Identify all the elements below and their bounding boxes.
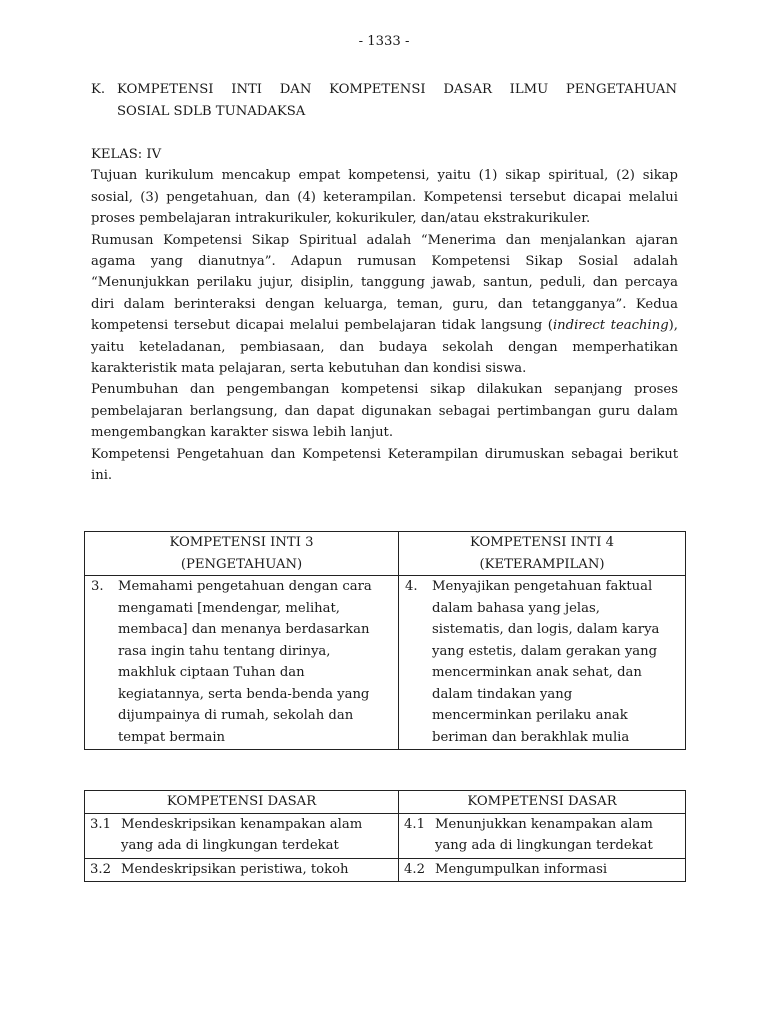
table-row xyxy=(85,576,686,750)
class-label: KELAS: IV xyxy=(91,147,162,162)
kd-4-1-number: 4.1 xyxy=(404,816,425,832)
kd-4-2-cell xyxy=(399,858,686,882)
kd-3-1-text: Mendeskripsikan kenampakan alam yang ada di lingkungan terdekat xyxy=(121,816,363,853)
ki4-text: Menyajikan pengetahuan faktual dalam bahasa yang jelas, sistematis, dan logis, dalam karya yang estetis, dalam gerakan yang mencerminkan anak sehat, dan dalam tindakan yang mencerminkan perilaku anak beriman dan berakhlak mulia xyxy=(432,579,660,745)
kd-3-2-text: Mendeskripsikan peristiwa, tokoh xyxy=(121,861,349,877)
section-title-line-2: SOSIAL SDLB TUNADAKSA xyxy=(117,104,306,119)
kd-4-2-number: 4.2 xyxy=(404,861,425,877)
ki3-cell xyxy=(85,576,399,750)
kd-3-1-cell xyxy=(85,813,399,858)
section-letter: K. xyxy=(91,82,106,97)
core-competence-table xyxy=(84,531,686,750)
ki4-number: 4. xyxy=(405,579,418,594)
section-title-line-1: KOMPETENSI INTI DAN KOMPETENSI DASAR ILMU PENGETAHUAN xyxy=(117,82,677,97)
kd-3-2-number: 3.2 xyxy=(90,861,111,877)
table-row xyxy=(85,813,686,858)
table-header-row xyxy=(85,791,686,814)
body-text xyxy=(91,144,678,487)
basic-competence-table xyxy=(84,790,686,882)
ki3-number: 3. xyxy=(91,579,104,594)
kd-4-1-text: Menunjukkan kenampakan alam yang ada di lingkungan terdekat xyxy=(435,816,653,853)
paragraph-knowledge-skills-intro: Kompetensi Pengetahuan dan Kompetensi Keterampilan dirumuskan sebagai berikut ini. xyxy=(91,446,678,484)
header-ki3-line-2: (PENGETAHUAN) xyxy=(180,556,303,572)
ki3-text: Memahami pengetahuan dengan cara mengamati [mendengar, melihat, membaca] dan menanya berdasarkan rasa ingin tahu tentang dirinya, makhluk ciptaan Tuhan dan kegiatannya, serta benda-benda yang dijumpainya di rumah, sekolah dan tempat bermain xyxy=(118,579,372,745)
table-header-row xyxy=(85,532,686,576)
indirect-teaching-term: indirect teaching xyxy=(552,318,669,334)
header-kd-left: KOMPETENSI DASAR xyxy=(85,791,399,814)
table-row xyxy=(85,858,686,882)
kd-4-2-text: Mengumpulkan informasi xyxy=(435,861,608,877)
kd-3-1-number: 3.1 xyxy=(90,816,111,832)
paragraph-curriculum-goals: Tujuan kurikulum mencakup empat kompetensi, yaitu (1) sikap spiritual, (2) sikap sosial, (3) pengetahuan, dan (4) keterampilan. Kompetensi tersebut dicapai melalui proses pembelajaran intrakurikuler, kokurikuler, dan/atau ekstrakurikuler. xyxy=(91,168,678,227)
header-ki4 xyxy=(399,532,686,576)
paragraph-attitude-text-1: Rumusan Kompetensi Sikap Spiritual adalah “Menerima dan menjalankan ajaran agama yang dianutnya”. Adapun rumusan Kompetensi Sikap Sosial adalah “Menunjukkan perilaku jujur, disiplin, tanggung jawab, santun, peduli, dan percaya diri dalam berinteraksi dengan keluarga, teman, guru, dan tetangganya”. Kedua kompetensi tersebut dicapai melalui pembelajaran tidak langsung ( xyxy=(91,232,678,334)
paragraph-attitude-competence xyxy=(91,230,678,380)
kd-3-2-cell xyxy=(85,858,399,882)
header-ki4-line-1: KOMPETENSI INTI 4 xyxy=(469,535,615,550)
header-ki3-line-1: KOMPETENSI INTI 3 xyxy=(169,535,314,550)
ki4-cell xyxy=(399,576,686,750)
paragraph-attitude-development: Penumbuhan dan pengembangan kompetensi sikap dilakukan sepanjang proses pembelajaran berlangsung, dan dapat digunakan sebagai pertimbangan guru dalam mengembangkan karakter siswa lebih lanjut. xyxy=(91,382,678,441)
header-kd-right: KOMPETENSI DASAR xyxy=(399,791,686,814)
section-heading xyxy=(91,79,677,123)
paragraph-attitude-text-2: ), yaitu keteladanan, pembiasaan, dan budaya sekolah dengan memperhatikan karakteristik mata pelajaran, serta kebutuhan dan kondisi siswa. xyxy=(91,318,678,377)
header-ki4-line-2: (KETERAMPILAN) xyxy=(479,556,605,572)
kd-4-1-cell xyxy=(399,813,686,858)
header-ki3 xyxy=(85,532,399,576)
page-number: - 1333 - xyxy=(358,34,410,49)
